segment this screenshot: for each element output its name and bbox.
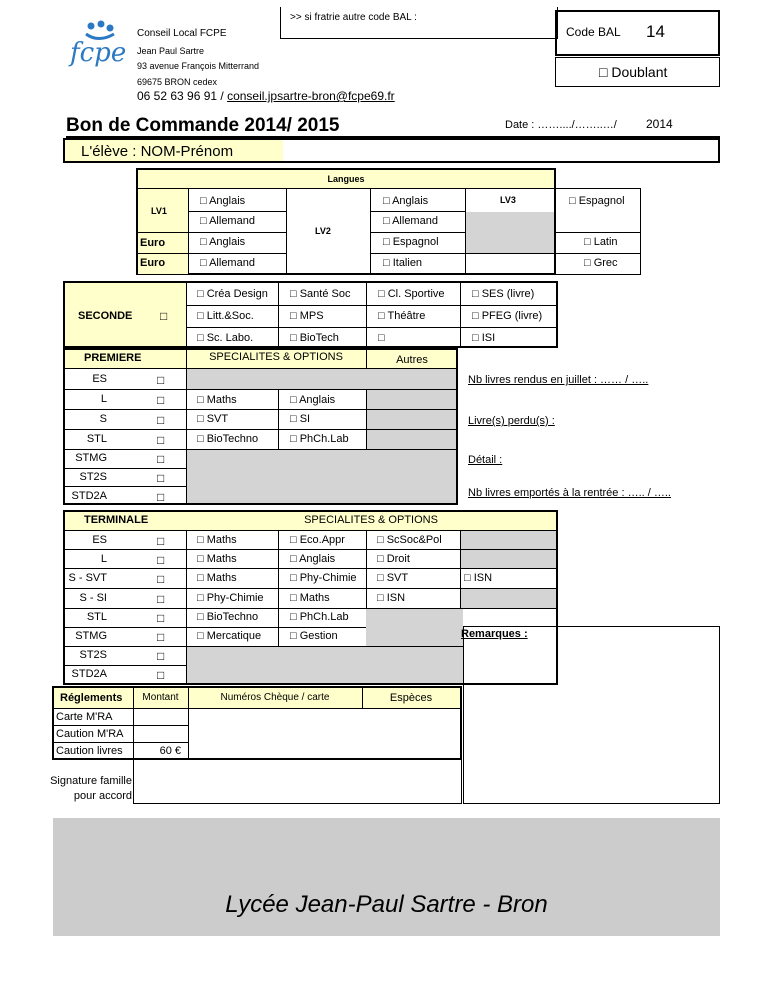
premiere-check-s[interactable]: □ <box>157 413 165 427</box>
fratrie-label: >> si fratrie autre code BAL : <box>290 12 417 23</box>
especes-label: Espèces <box>389 692 433 704</box>
date-year: 2014 <box>646 117 673 131</box>
premiere-row-std2a: STD2A <box>71 490 107 502</box>
premiere-row-l: L <box>100 393 107 405</box>
lv3-option-latin[interactable]: □ Latin <box>584 236 618 248</box>
seconde-opt-theatre[interactable]: □ Théâtre <box>378 310 426 322</box>
term-stmg-mercatique[interactable]: □ Mercatique <box>197 630 262 642</box>
premiere-stl-phch[interactable]: □ PhCh.Lab <box>290 433 349 445</box>
premiere-row-st2s: ST2S <box>79 471 107 483</box>
term-l-droit[interactable]: □ Droit <box>377 553 410 565</box>
rule <box>186 327 558 328</box>
rule <box>63 646 463 647</box>
terminale-check-es[interactable]: □ <box>157 534 165 548</box>
premiere-check-st2s[interactable]: □ <box>157 471 165 485</box>
rule <box>370 211 465 212</box>
phone: 06 52 63 96 91 / <box>137 89 228 103</box>
premiere-es-grey <box>187 369 456 390</box>
premiere-spec-title: SPECIALITES & OPTIONS <box>209 351 343 363</box>
remarques-box[interactable] <box>463 626 720 804</box>
terminale-check-st2s[interactable]: □ <box>157 649 165 663</box>
lv2-option-italien[interactable]: □ Italien <box>383 257 423 269</box>
seconde-checkbox[interactable]: □ <box>160 309 168 323</box>
premiere-bottom-grey <box>187 449 456 503</box>
seconde-opt-cl-sportive[interactable]: □ Cl. Sportive <box>378 288 445 300</box>
terminale-check-s-si[interactable]: □ <box>157 592 165 606</box>
terminale-spec-title: SPECIALITES & OPTIONS <box>304 514 438 526</box>
rule <box>555 253 641 254</box>
rule <box>63 449 458 450</box>
term-es-eco[interactable]: □ Eco.Appr <box>290 534 345 546</box>
rule <box>63 665 186 666</box>
rule <box>63 389 458 390</box>
seconde-opt-pfeg[interactable]: □ PFEG (livre) <box>472 310 543 322</box>
terminale-row-l: L <box>100 553 107 565</box>
rule <box>63 468 186 469</box>
remarques-label: Remarques : <box>461 628 528 640</box>
lv1-option-allemand[interactable]: □ Allemand <box>200 215 255 227</box>
rule <box>136 253 286 254</box>
rule <box>63 627 366 628</box>
euro-option-allemand[interactable]: □ Allemand <box>200 257 255 269</box>
lv3-grey-bg <box>466 212 554 253</box>
premiere-check-l[interactable]: □ <box>157 393 165 407</box>
premiere-s-si[interactable]: □ SI <box>290 413 311 425</box>
rule <box>52 742 188 743</box>
montant-label: Montant <box>142 692 179 703</box>
premiere-stl-biotechno[interactable]: □ BioTechno <box>197 433 259 445</box>
premiere-autres: Autres <box>396 354 428 366</box>
term-ssi-phychimie[interactable]: □ Phy-Chimie <box>197 592 264 604</box>
email-link[interactable]: conseil.jpsartre-bron@fcpe69.fr <box>227 89 395 103</box>
nb-livres-emportes: Nb livres emportés à la rentrée : ….. / ….. <box>468 487 671 499</box>
student-label: L'élève : NOM-Prénom <box>81 143 234 160</box>
term-stl-biotechno[interactable]: □ BioTechno <box>197 611 259 623</box>
org-line-4: 69675 BRON cedex <box>137 77 218 87</box>
premiere-label: PREMIERE <box>84 352 142 364</box>
rule <box>278 281 279 348</box>
rule <box>362 686 363 708</box>
terminale-right-grey-mid <box>460 588 556 608</box>
terminale-row-s-si: S - SI <box>79 592 107 604</box>
signature-field[interactable] <box>133 760 462 804</box>
code-bal-value: 14 <box>646 22 665 41</box>
lv2-option-anglais[interactable]: □ Anglais <box>383 195 429 207</box>
seconde-opt-ses[interactable]: □ SES (livre) <box>472 288 535 300</box>
date-label: Date : ……..../……..…/ <box>505 119 617 131</box>
footer-banner <box>53 818 720 936</box>
rule <box>52 708 462 709</box>
signature-line-1: Signature famille <box>50 775 132 787</box>
livres-perdus: Livre(s) perdu(s) : <box>468 415 555 427</box>
doublant-label: □ Doublant <box>599 64 668 80</box>
reglement-caution-livres: Caution livres <box>56 745 123 757</box>
term-l-maths[interactable]: □ Maths <box>197 553 237 565</box>
footer-school-name: Lycée Jean-Paul Sartre - Bron <box>225 891 548 918</box>
reglements-label: Réglements <box>60 692 123 704</box>
terminale-check-s-svt[interactable]: □ <box>157 572 165 586</box>
rule <box>52 725 188 726</box>
term-ssvt-svt[interactable]: □ SVT <box>377 572 409 584</box>
euro-label-1: Euro <box>140 237 166 249</box>
reglement-carte-mra: Carte M'RA <box>56 711 113 723</box>
seconde-label: SECONDE <box>78 310 133 322</box>
rule <box>278 389 279 449</box>
lv2-option-espagnol[interactable]: □ Espagnol <box>383 236 439 248</box>
term-ssi-maths[interactable]: □ Maths <box>290 592 330 604</box>
seconde-opt-crea-design[interactable]: □ Créa Design <box>197 288 268 300</box>
lv1-label: LV1 <box>151 206 167 216</box>
terminale-stl-grey <box>366 608 463 646</box>
premiere-row-es: ES <box>92 373 107 385</box>
rule <box>460 281 461 348</box>
euro-label-2: Euro <box>140 257 166 269</box>
premiere-check-stmg[interactable]: □ <box>157 452 165 466</box>
term-stmg-gestion[interactable]: □ Gestion <box>290 630 338 642</box>
org-line-2: Jean Paul Sartre <box>137 46 205 56</box>
rule <box>555 232 641 233</box>
rule <box>186 305 558 306</box>
lv2-label: LV2 <box>315 226 331 236</box>
rule <box>63 588 558 589</box>
rule <box>136 232 286 233</box>
terminale-row-std2a: STD2A <box>71 668 107 680</box>
org-line-3: 93 avenue François Mitterrand <box>137 61 260 71</box>
langues-title: Langues <box>327 174 365 184</box>
terminale-row-st2s: ST2S <box>79 649 107 661</box>
rule <box>366 348 367 368</box>
premiere-s-svt[interactable]: □ SVT <box>197 413 229 425</box>
lv3-option-espagnol[interactable]: □ Espagnol <box>569 195 625 207</box>
nb-livres-rendus: Nb livres rendus en juillet : …… / ….. <box>468 374 649 386</box>
org-line-1: Conseil Local FCPE <box>137 28 227 39</box>
premiere-check-stl[interactable]: □ <box>157 433 165 447</box>
seconde-opt-sante-soc[interactable]: □ Santé Soc <box>290 288 351 300</box>
term-ssvt-maths[interactable]: □ Maths <box>197 572 237 584</box>
lv2-option-allemand[interactable]: □ Allemand <box>383 215 438 227</box>
term-es-maths[interactable]: □ Maths <box>197 534 237 546</box>
detail-label: Détail : <box>468 454 503 466</box>
terminale-bottom-grey <box>187 646 463 683</box>
rule <box>366 281 367 348</box>
rule <box>63 486 186 487</box>
rule <box>188 211 286 212</box>
signature-line-2: pour accord <box>73 790 132 802</box>
rule <box>460 530 461 608</box>
premiere-l-anglais[interactable]: □ Anglais <box>290 394 336 406</box>
term-stl-phch[interactable]: □ PhCh.Lab <box>290 611 349 623</box>
lv3-option-grec[interactable]: □ Grec <box>584 257 618 269</box>
rule <box>63 549 558 550</box>
term-ssvt-phychimie[interactable]: □ Phy-Chimie <box>290 572 357 584</box>
lv1-option-anglais[interactable]: □ Anglais <box>200 195 246 207</box>
rule <box>186 281 187 348</box>
premiere-check-es[interactable]: □ <box>157 373 165 387</box>
page-title: Bon de Commande 2014/ 2015 <box>66 115 340 136</box>
seconde-opt-sc-labo[interactable]: □ Sc. Labo. <box>197 332 254 344</box>
premiere-row-s: S <box>99 413 107 425</box>
seconde-opt-mps[interactable]: □ MPS <box>290 310 324 322</box>
rule <box>63 568 558 569</box>
rule <box>63 409 458 410</box>
term-es-scsoc[interactable]: □ ScSoc&Pol <box>377 534 442 546</box>
seconde-opt-biotech[interactable]: □ BioTech <box>290 332 339 344</box>
term-ssi-isn[interactable]: □ ISN <box>377 592 406 604</box>
rule <box>370 253 556 254</box>
student-name-input[interactable] <box>284 140 718 161</box>
fcpe-logo <box>66 18 130 74</box>
rule <box>63 429 458 430</box>
terminale-check-stl[interactable]: □ <box>157 611 165 625</box>
terminale-check-l[interactable]: □ <box>157 553 165 567</box>
terminale-check-std2a[interactable]: □ <box>157 668 165 682</box>
reglement-caution-mra: Caution M'RA <box>56 728 124 740</box>
rule <box>286 188 287 275</box>
terminale-row-stmg: STMG <box>75 630 107 642</box>
premiere-right-grey <box>366 389 456 449</box>
terminale-row-stl: STL <box>86 611 107 623</box>
lv3-label: LV3 <box>500 195 516 205</box>
rule <box>188 686 189 760</box>
term-l-anglais[interactable]: □ Anglais <box>290 553 336 565</box>
premiere-row-stl: STL <box>86 433 107 445</box>
premiere-l-maths[interactable]: □ Maths <box>197 394 237 406</box>
code-bal-label: Code BAL <box>566 25 621 39</box>
rule <box>366 389 367 449</box>
rule <box>366 530 367 608</box>
premiere-row-stmg: STMG <box>75 452 107 464</box>
premiere-check-std2a[interactable]: □ <box>157 490 165 504</box>
rule <box>136 188 556 189</box>
rule <box>63 608 558 609</box>
seconde-opt-blank[interactable]: □ <box>378 332 385 344</box>
numeros-label: Numéros Chèque / carte <box>220 692 330 703</box>
contact-line <box>137 90 395 102</box>
euro-option-anglais[interactable]: □ Anglais <box>200 236 246 248</box>
caution-livres-value: 60 € <box>159 745 181 757</box>
seconde-opt-isi[interactable]: □ ISI <box>472 332 496 344</box>
seconde-opt-litt-soc[interactable]: □ Litt.&Soc. <box>197 310 254 322</box>
terminale-label: TERMINALE <box>84 514 149 526</box>
term-ssvt-isn[interactable]: □ ISN <box>464 572 493 584</box>
terminale-check-stmg[interactable]: □ <box>157 630 165 644</box>
terminale-row-s-svt: S - SVT <box>68 572 107 584</box>
terminale-row-es: ES <box>92 534 107 546</box>
fcpe-logo-text: fcpe <box>70 38 127 68</box>
